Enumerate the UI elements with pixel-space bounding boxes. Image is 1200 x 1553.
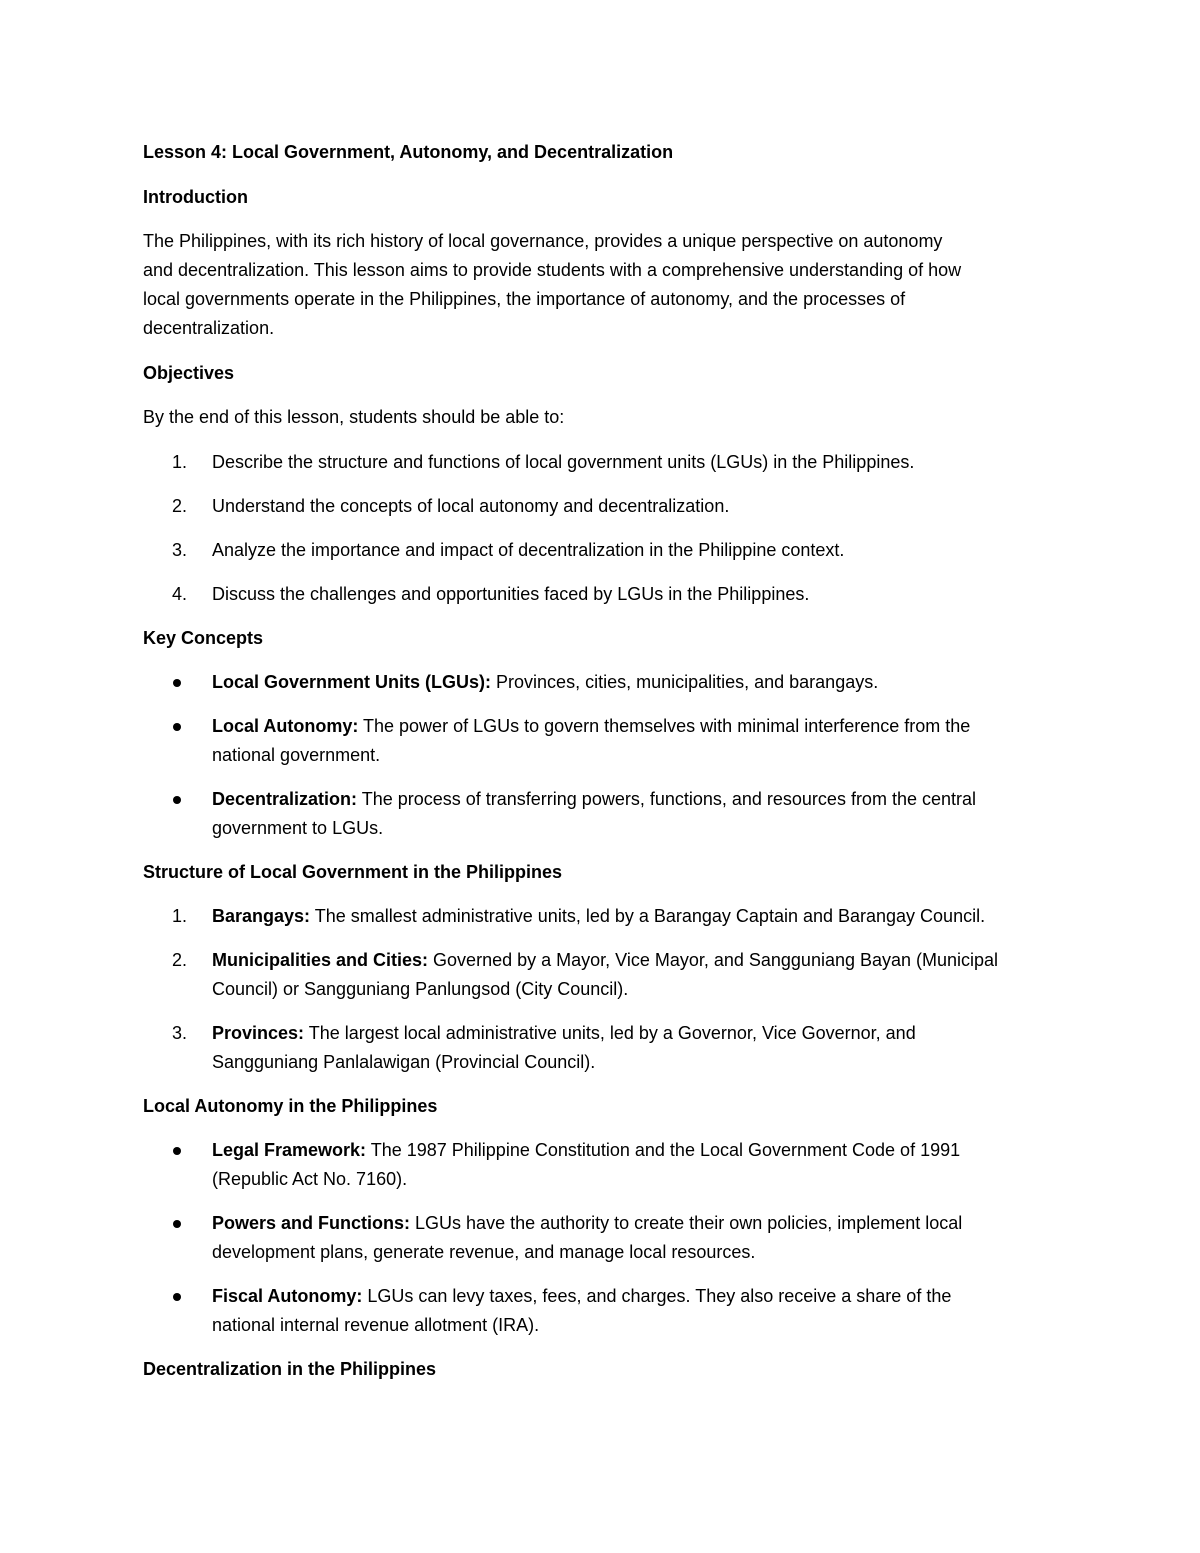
term-description-continued: Council) or Sangguniang Panlungsod (City Council). xyxy=(212,979,629,999)
local-autonomy-heading: Local Autonomy in the Philippines xyxy=(143,1096,438,1116)
local-autonomy-list xyxy=(143,1136,1073,1340)
list-item xyxy=(143,1282,1073,1340)
term-description-continued: government to LGUs. xyxy=(212,818,384,838)
bullet-icon xyxy=(173,723,181,731)
term-description: The power of LGUs to govern themselves with minimal interference from the xyxy=(358,716,971,736)
list-number: 3. xyxy=(172,1023,188,1043)
structure-list xyxy=(143,902,1073,1077)
list-item xyxy=(143,1019,1073,1077)
term-description-continued: Sangguniang Panlalawigan (Provincial Council). xyxy=(212,1052,596,1072)
list-item xyxy=(143,492,1073,521)
structure-heading: Structure of Local Government in the Philippines xyxy=(143,862,563,882)
key-concepts-heading: Key Concepts xyxy=(143,628,264,648)
term-description-continued: development plans, generate revenue, and manage local resources. xyxy=(212,1242,756,1262)
list-item xyxy=(143,448,1073,477)
term-label: Local Autonomy: xyxy=(212,716,359,736)
objectives-heading: Objectives xyxy=(143,363,235,383)
paragraph-line: local governments operate in the Philippines, the importance of autonomy, and the processes of xyxy=(143,289,906,309)
term-description: LGUs have the authority to create their own policies, implement local xyxy=(410,1213,963,1233)
list-number: 4. xyxy=(172,584,188,604)
objectives-intro: By the end of this lesson, students should be able to: xyxy=(143,407,565,427)
bullet-icon xyxy=(173,1220,181,1228)
list-item xyxy=(143,580,1073,609)
list-item xyxy=(143,1136,1073,1194)
term-description-continued: national government. xyxy=(212,745,381,765)
term-label: Provinces: xyxy=(212,1023,305,1043)
bullet-icon xyxy=(173,679,181,687)
term-description-continued: (Republic Act No. 7160). xyxy=(212,1169,408,1189)
term-description: The 1987 Philippine Constitution and the Local Government Code of 1991 xyxy=(366,1140,961,1160)
term-label: Powers and Functions: xyxy=(212,1213,411,1233)
paragraph-line: decentralization. xyxy=(143,318,275,338)
term-description: Provinces, cities, municipalities, and barangays. xyxy=(491,672,879,692)
list-item-text: Analyze the importance and impact of decentralization in the Philippine context. xyxy=(212,540,845,560)
bullet-icon xyxy=(173,796,181,804)
bullet-icon xyxy=(173,1147,181,1155)
term-description: The largest local administrative units, led by a Governor, Vice Governor, and xyxy=(304,1023,916,1043)
list-item xyxy=(143,1209,1073,1267)
term-description: Governed by a Mayor, Vice Mayor, and Sangguniang Bayan (Municipal xyxy=(428,950,999,970)
list-item-text: Describe the structure and functions of local government units (LGUs) in the Philippines. xyxy=(212,452,915,472)
term-label: Decentralization: xyxy=(212,789,358,809)
list-number: 2. xyxy=(172,950,188,970)
list-item xyxy=(143,712,1073,770)
paragraph-line: and decentralization. This lesson aims to provide students with a comprehensive understanding of how xyxy=(143,260,962,280)
term-label: Municipalities and Cities: xyxy=(212,950,429,970)
term-label: Barangays: xyxy=(212,906,311,926)
introduction-paragraph xyxy=(143,227,1073,343)
decentralization-heading: Decentralization in the Philippines xyxy=(143,1359,437,1379)
list-item xyxy=(143,668,1073,697)
term-description: The process of transferring powers, functions, and resources from the central xyxy=(357,789,976,809)
term-label: Local Government Units (LGUs): xyxy=(212,672,492,692)
list-number: 3. xyxy=(172,540,188,560)
list-item xyxy=(143,902,1073,931)
list-item xyxy=(143,946,1073,1004)
term-description-continued: national internal revenue allotment (IRA). xyxy=(212,1315,540,1335)
bullet-icon xyxy=(173,1293,181,1301)
introduction-heading: Introduction xyxy=(143,187,248,207)
key-concepts-list xyxy=(143,668,1073,843)
list-number: 1. xyxy=(172,906,188,926)
list-number: 2. xyxy=(172,496,188,516)
list-number: 1. xyxy=(172,452,188,472)
list-item xyxy=(143,536,1073,565)
document-page xyxy=(143,138,1073,1399)
term-description: LGUs can levy taxes, fees, and charges. They also receive a share of the xyxy=(362,1286,952,1306)
term-label: Fiscal Autonomy: xyxy=(212,1286,363,1306)
list-item-text: Understand the concepts of local autonomy and decentralization. xyxy=(212,496,730,516)
paragraph-line: The Philippines, with its rich history of local governance, provides a unique perspective on autonomy xyxy=(143,231,943,251)
lesson-title: Lesson 4: Local Government, Autonomy, and Decentralization xyxy=(143,142,674,162)
list-item xyxy=(143,785,1073,843)
term-label: Legal Framework: xyxy=(212,1140,367,1160)
list-item-text: Discuss the challenges and opportunities faced by LGUs in the Philippines. xyxy=(212,584,810,604)
objectives-list xyxy=(143,448,1073,609)
term-description: The smallest administrative units, led by a Barangay Captain and Barangay Council. xyxy=(310,906,986,926)
